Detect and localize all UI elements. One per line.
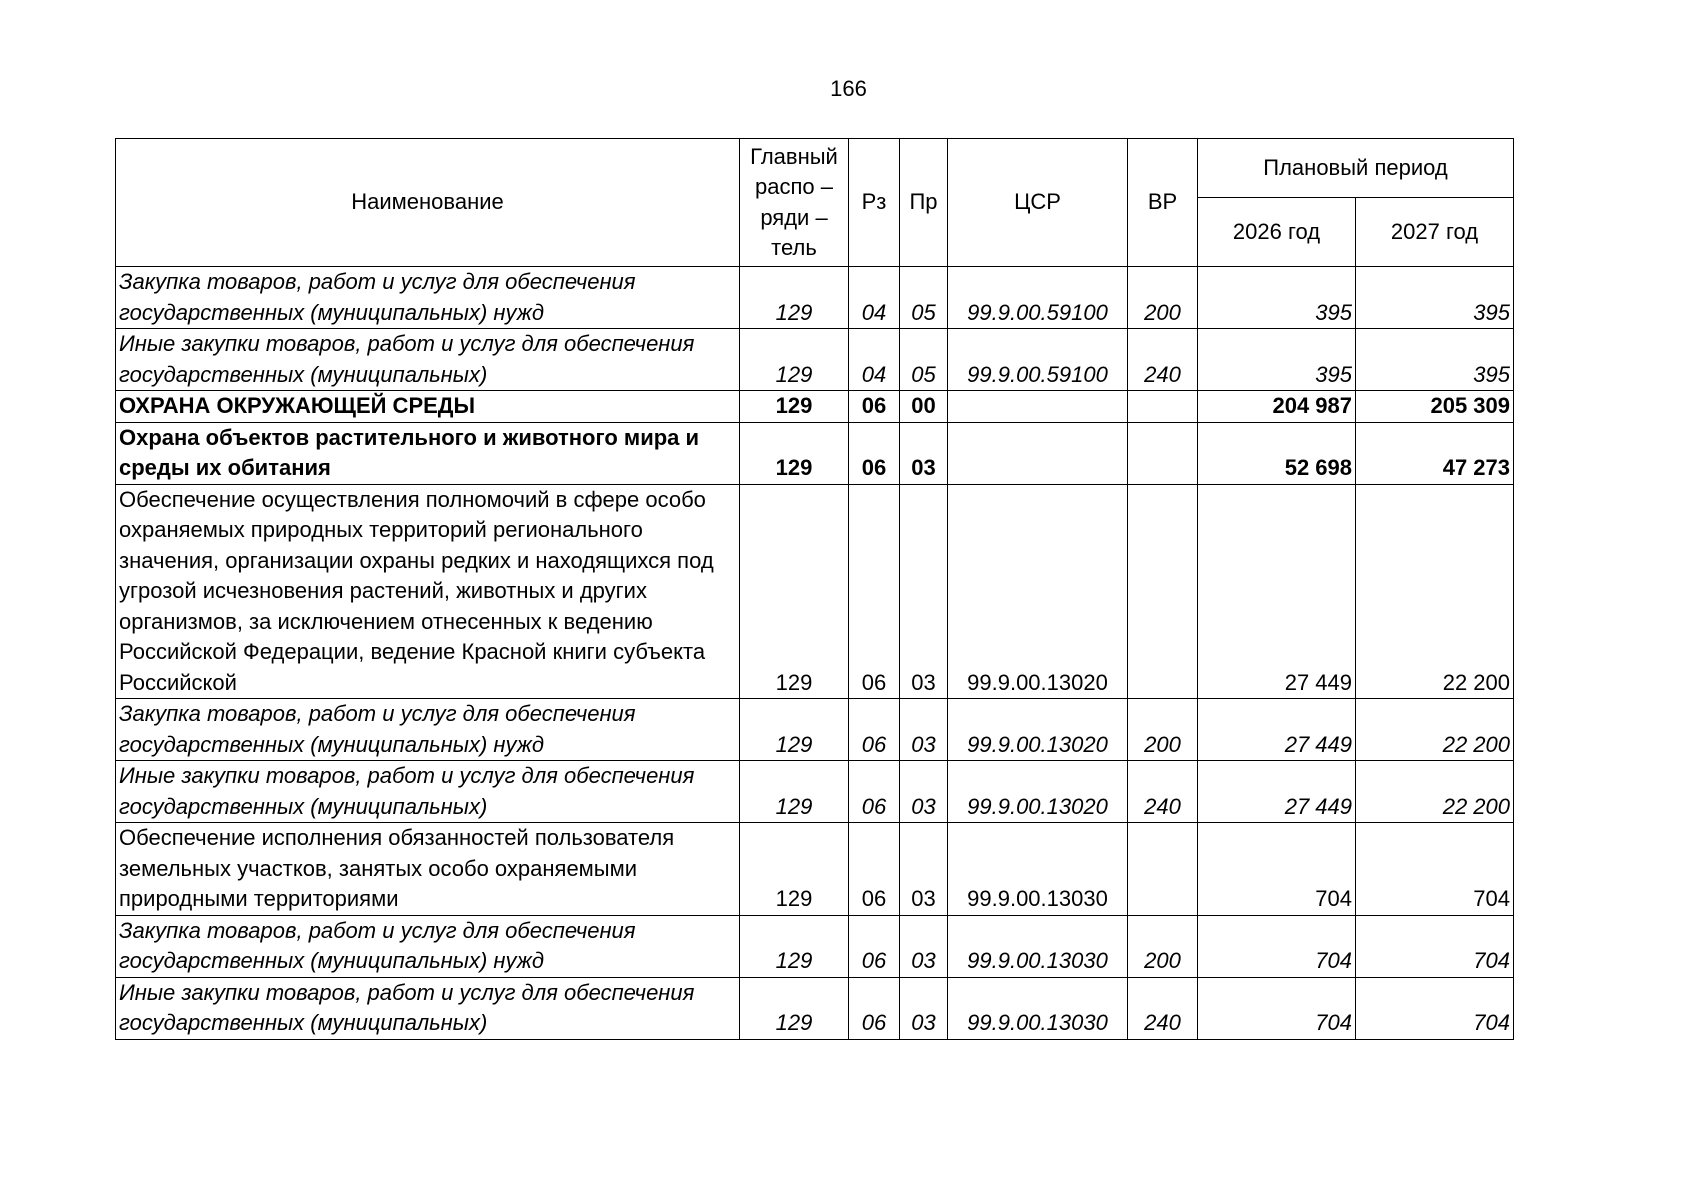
- cell-name: Закупка товаров, работ и услуг для обеспечения государственных (муниципальных) нужд: [116, 267, 740, 329]
- cell-main-manager: 129: [740, 329, 849, 391]
- cell-2027: 395: [1356, 329, 1514, 391]
- cell-2026: 27 449: [1198, 484, 1356, 699]
- cell-vr: [1128, 391, 1198, 423]
- cell-rz: 06: [849, 484, 900, 699]
- cell-main-manager: 129: [740, 915, 849, 977]
- cell-csr: 99.9.00.13020: [948, 761, 1128, 823]
- cell-vr: 240: [1128, 329, 1198, 391]
- cell-main-manager: 129: [740, 699, 849, 761]
- cell-main-manager: 129: [740, 391, 849, 423]
- cell-name: ОХРАНА ОКРУЖАЮЩЕЙ СРЕДЫ: [116, 391, 740, 423]
- cell-rz: 06: [849, 699, 900, 761]
- cell-2026: 395: [1198, 329, 1356, 391]
- cell-rz: 06: [849, 977, 900, 1039]
- cell-vr: [1128, 823, 1198, 916]
- cell-csr: 99.9.00.13030: [948, 823, 1128, 916]
- cell-csr: 99.9.00.13030: [948, 977, 1128, 1039]
- cell-2026: 704: [1198, 977, 1356, 1039]
- cell-pr: 03: [900, 761, 948, 823]
- header-pr: Пр: [900, 139, 948, 267]
- header-name: Наименование: [116, 139, 740, 267]
- cell-pr: 05: [900, 267, 948, 329]
- cell-2026: 704: [1198, 823, 1356, 916]
- cell-name: Закупка товаров, работ и услуг для обеспечения государственных (муниципальных) нужд: [116, 915, 740, 977]
- cell-csr: 99.9.00.59100: [948, 267, 1128, 329]
- table-header: [116, 139, 1514, 267]
- cell-rz: 04: [849, 329, 900, 391]
- table-body: [116, 267, 1514, 1040]
- cell-pr: 03: [900, 915, 948, 977]
- cell-2026: 27 449: [1198, 761, 1356, 823]
- cell-vr: 200: [1128, 267, 1198, 329]
- cell-pr: 05: [900, 329, 948, 391]
- cell-main-manager: 129: [740, 761, 849, 823]
- cell-main-manager: 129: [740, 823, 849, 916]
- cell-rz: 06: [849, 422, 900, 484]
- cell-rz: 06: [849, 391, 900, 423]
- cell-name: Обеспечение осуществления полномочий в сфере особо охраняемых природных территорий регионального значения, организации охраны редких и находящихся под угрозой исчезновения растений, животных и других организмов, за исключением отнесенных к ведению Российской Федерации, ведение Красной книги субъекта Российской: [116, 484, 740, 699]
- cell-csr: 99.9.00.13030: [948, 915, 1128, 977]
- cell-rz: 06: [849, 915, 900, 977]
- cell-2026: 52 698: [1198, 422, 1356, 484]
- cell-csr: [948, 422, 1128, 484]
- page-number: 166: [830, 76, 867, 101]
- cell-rz: 06: [849, 761, 900, 823]
- cell-2027: 22 200: [1356, 484, 1514, 699]
- header-vr: ВР: [1128, 139, 1198, 267]
- cell-main-manager: 129: [740, 977, 849, 1039]
- cell-name: Обеспечение исполнения обязанностей пользователя земельных участков, занятых особо охраняемыми природными территориями: [116, 823, 740, 916]
- cell-pr: 03: [900, 422, 948, 484]
- cell-pr: 03: [900, 823, 948, 916]
- table-row: [116, 761, 1514, 823]
- cell-vr: [1128, 422, 1198, 484]
- cell-vr: [1128, 484, 1198, 699]
- cell-2026: 204 987: [1198, 391, 1356, 423]
- cell-pr: 03: [900, 977, 948, 1039]
- cell-vr: 200: [1128, 699, 1198, 761]
- table-row: [116, 823, 1514, 916]
- cell-2026: 395: [1198, 267, 1356, 329]
- cell-2027: 205 309: [1356, 391, 1514, 423]
- cell-vr: 240: [1128, 977, 1198, 1039]
- header-main-manager: Главный распо – ряди – тель: [740, 139, 849, 267]
- cell-2027: 22 200: [1356, 761, 1514, 823]
- cell-2027: 395: [1356, 267, 1514, 329]
- table-row: [116, 422, 1514, 484]
- cell-csr: 99.9.00.13020: [948, 484, 1128, 699]
- cell-name: Закупка товаров, работ и услуг для обеспечения государственных (муниципальных) нужд: [116, 699, 740, 761]
- cell-2026: 704: [1198, 915, 1356, 977]
- cell-name: Иные закупки товаров, работ и услуг для обеспечения государственных (муниципальных): [116, 329, 740, 391]
- cell-csr: 99.9.00.59100: [948, 329, 1128, 391]
- table-row: [116, 915, 1514, 977]
- table-row: [116, 391, 1514, 423]
- cell-2026: 27 449: [1198, 699, 1356, 761]
- table-row: [116, 484, 1514, 699]
- cell-name: Охрана объектов растительного и животного мира и среды их обитания: [116, 422, 740, 484]
- cell-2027: 22 200: [1356, 699, 1514, 761]
- cell-main-manager: 129: [740, 267, 849, 329]
- cell-name: Иные закупки товаров, работ и услуг для обеспечения государственных (муниципальных): [116, 761, 740, 823]
- cell-rz: 04: [849, 267, 900, 329]
- header-planned-period: Плановый период: [1198, 139, 1514, 198]
- table-row: [116, 699, 1514, 761]
- cell-csr: 99.9.00.13020: [948, 699, 1128, 761]
- cell-main-manager: 129: [740, 422, 849, 484]
- table-row: [116, 977, 1514, 1039]
- cell-2027: 704: [1356, 977, 1514, 1039]
- cell-main-manager: 129: [740, 484, 849, 699]
- cell-pr: 00: [900, 391, 948, 423]
- table-row: [116, 329, 1514, 391]
- cell-rz: 06: [849, 823, 900, 916]
- cell-vr: 200: [1128, 915, 1198, 977]
- budget-table: [115, 138, 1514, 1040]
- cell-2027: 47 273: [1356, 422, 1514, 484]
- cell-name: Иные закупки товаров, работ и услуг для обеспечения государственных (муниципальных): [116, 977, 740, 1039]
- cell-vr: 240: [1128, 761, 1198, 823]
- header-rz: Рз: [849, 139, 900, 267]
- cell-pr: 03: [900, 699, 948, 761]
- cell-csr: [948, 391, 1128, 423]
- cell-2027: 704: [1356, 823, 1514, 916]
- table-row: [116, 267, 1514, 329]
- cell-pr: 03: [900, 484, 948, 699]
- header-csr: ЦСР: [948, 139, 1128, 267]
- cell-2027: 704: [1356, 915, 1514, 977]
- header-2027: 2027 год: [1356, 198, 1514, 267]
- header-2026: 2026 год: [1198, 198, 1356, 267]
